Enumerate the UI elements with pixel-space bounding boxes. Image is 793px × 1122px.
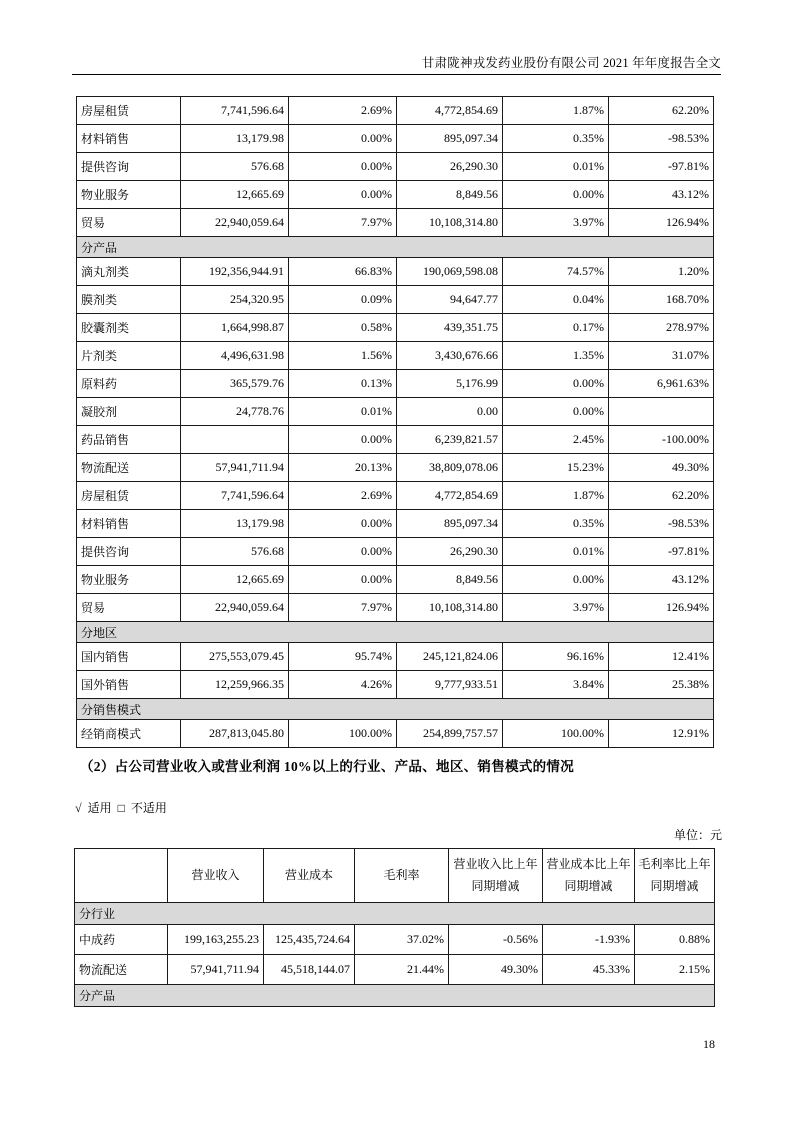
header-cell: 营业收入比上年同期增减 xyxy=(449,849,543,903)
table-row xyxy=(77,153,714,181)
section-label-cell: 分产品 xyxy=(75,985,715,1007)
table-row xyxy=(77,342,714,370)
value-cell: 12.91% xyxy=(609,720,714,748)
value-cell: 0.00% xyxy=(289,153,397,181)
value-cell: 126.94% xyxy=(609,209,714,237)
header-cell xyxy=(75,849,168,903)
value-cell: 7.97% xyxy=(289,209,397,237)
value-cell: 576.68 xyxy=(181,538,289,566)
value-cell: 3.97% xyxy=(503,209,609,237)
row-label-cell: 国外销售 xyxy=(77,671,181,699)
value-cell: 3.97% xyxy=(503,594,609,622)
value-cell: 100.00% xyxy=(503,720,609,748)
value-cell: -97.81% xyxy=(609,153,714,181)
row-label-cell: 房屋租赁 xyxy=(77,482,181,510)
row-label-cell: 片剂类 xyxy=(77,342,181,370)
value-cell: 4,772,854.69 xyxy=(397,97,503,125)
value-cell: 1.87% xyxy=(503,482,609,510)
row-label-cell: 物业服务 xyxy=(77,566,181,594)
value-cell: 43.12% xyxy=(609,566,714,594)
value-cell: 0.00% xyxy=(289,566,397,594)
value-cell: 24,778.76 xyxy=(181,398,289,426)
value-cell: 8,849.56 xyxy=(397,566,503,594)
value-cell xyxy=(609,398,714,426)
table-row xyxy=(77,314,714,342)
table-row xyxy=(77,398,714,426)
value-cell: 94,647.77 xyxy=(397,286,503,314)
section-row xyxy=(77,622,714,643)
value-cell: 45.33% xyxy=(543,955,635,985)
table-row xyxy=(77,426,714,454)
row-label-cell: 材料销售 xyxy=(77,510,181,538)
section-label-cell: 分产品 xyxy=(77,237,714,258)
table-row xyxy=(77,454,714,482)
value-cell: 43.12% xyxy=(609,181,714,209)
revenue-breakdown-table xyxy=(76,96,714,748)
value-cell: 2.45% xyxy=(503,426,609,454)
unit-label: 单位：元 xyxy=(673,828,722,842)
value-cell: 439,351.75 xyxy=(397,314,503,342)
value-cell: 0.00% xyxy=(503,566,609,594)
value-cell: 168.70% xyxy=(609,286,714,314)
value-cell: 5,176.99 xyxy=(397,370,503,398)
row-label-cell: 原料药 xyxy=(77,370,181,398)
value-cell: 0.88% xyxy=(635,925,715,955)
value-cell: 254,899,757.57 xyxy=(397,720,503,748)
section-label-cell: 分地区 xyxy=(77,622,714,643)
value-cell: 3,430,676.66 xyxy=(397,342,503,370)
value-cell: 95.74% xyxy=(289,643,397,671)
value-cell: 9,777,933.51 xyxy=(397,671,503,699)
value-cell: 4,772,854.69 xyxy=(397,482,503,510)
value-cell: 62.20% xyxy=(609,97,714,125)
value-cell: 25.38% xyxy=(609,671,714,699)
section-heading: （2）占公司营业收入或营业利润 10%以上的行业、产品、地区、销售模式的情况 xyxy=(80,759,575,774)
row-label-cell: 提供咨询 xyxy=(77,538,181,566)
value-cell: 895,097.34 xyxy=(397,125,503,153)
applicable-label: 适用 xyxy=(87,801,112,815)
header-cell: 毛利率 xyxy=(355,849,449,903)
value-cell: 0.00% xyxy=(289,510,397,538)
value-cell: 7.97% xyxy=(289,594,397,622)
header-cell: 营业成本 xyxy=(264,849,355,903)
value-cell: 1.35% xyxy=(503,342,609,370)
value-cell: 6,239,821.57 xyxy=(397,426,503,454)
value-cell: 74.57% xyxy=(503,258,609,286)
check-icon: √ xyxy=(75,801,82,815)
table-row xyxy=(77,566,714,594)
value-cell: 365,579.76 xyxy=(181,370,289,398)
value-cell: 7,741,596.64 xyxy=(181,97,289,125)
value-cell: 10,108,314.80 xyxy=(397,209,503,237)
value-cell: 8,849.56 xyxy=(397,181,503,209)
value-cell: 0.58% xyxy=(289,314,397,342)
value-cell: 0.04% xyxy=(503,286,609,314)
value-cell: 6,961.63% xyxy=(609,370,714,398)
applicability-line xyxy=(75,799,173,816)
row-label-cell: 贸易 xyxy=(77,594,181,622)
value-cell: 275,553,079.45 xyxy=(181,643,289,671)
row-label-cell: 材料销售 xyxy=(77,125,181,153)
value-cell: 49.30% xyxy=(449,955,543,985)
section-row xyxy=(77,237,714,258)
value-cell: 100.00% xyxy=(289,720,397,748)
value-cell: 62.20% xyxy=(609,482,714,510)
table-row xyxy=(77,482,714,510)
value-cell: 0.00% xyxy=(503,370,609,398)
table-row xyxy=(77,594,714,622)
value-cell: 245,121,824.06 xyxy=(397,643,503,671)
row-label-cell: 膜剂类 xyxy=(77,286,181,314)
value-cell: 15.23% xyxy=(503,454,609,482)
section-label-cell: 分行业 xyxy=(75,903,715,925)
value-cell: 2.15% xyxy=(635,955,715,985)
value-cell: 126.94% xyxy=(609,594,714,622)
page-number: 18 xyxy=(703,1037,715,1051)
value-cell: 4,496,631.98 xyxy=(181,342,289,370)
row-label-cell: 物流配送 xyxy=(77,454,181,482)
table-row xyxy=(77,209,714,237)
header-cell: 营业收入 xyxy=(168,849,264,903)
value-cell: 13,179.98 xyxy=(181,510,289,538)
row-label-cell: 凝胶剂 xyxy=(77,398,181,426)
value-cell: 0.00% xyxy=(289,181,397,209)
value-cell: 4.26% xyxy=(289,671,397,699)
value-cell: 57,941,711.94 xyxy=(168,955,264,985)
header-cell: 毛利率比上年同期增减 xyxy=(635,849,715,903)
value-cell: 1.56% xyxy=(289,342,397,370)
value-cell: -98.53% xyxy=(609,125,714,153)
table-row xyxy=(77,510,714,538)
row-label-cell: 药品销售 xyxy=(77,426,181,454)
value-cell: 192,356,944.91 xyxy=(181,258,289,286)
section-row xyxy=(75,985,715,1007)
value-cell: 45,518,144.07 xyxy=(264,955,355,985)
row-label-cell: 物业服务 xyxy=(77,181,181,209)
value-cell: -1.93% xyxy=(543,925,635,955)
value-cell: 190,069,598.08 xyxy=(397,258,503,286)
value-cell: 26,290.30 xyxy=(397,153,503,181)
value-cell: 22,940,059.64 xyxy=(181,209,289,237)
value-cell: 0.00% xyxy=(289,426,397,454)
section-label-cell: 分销售模式 xyxy=(77,699,714,720)
value-cell: 0.01% xyxy=(503,153,609,181)
table-row xyxy=(77,671,714,699)
value-cell: -97.81% xyxy=(609,538,714,566)
value-cell: 0.00% xyxy=(503,181,609,209)
value-cell: 199,163,255.23 xyxy=(168,925,264,955)
table-row xyxy=(77,643,714,671)
table-row xyxy=(77,720,714,748)
value-cell: 7,741,596.64 xyxy=(181,482,289,510)
value-cell: 0.17% xyxy=(503,314,609,342)
table-row xyxy=(77,370,714,398)
value-cell: 12,259,966.35 xyxy=(181,671,289,699)
value-cell: 12,665.69 xyxy=(181,566,289,594)
value-cell: 10,108,314.80 xyxy=(397,594,503,622)
value-cell: 22,940,059.64 xyxy=(181,594,289,622)
value-cell: 13,179.98 xyxy=(181,125,289,153)
value-cell: -100.00% xyxy=(609,426,714,454)
value-cell: 0.09% xyxy=(289,286,397,314)
table-header-row xyxy=(75,849,715,903)
value-cell: 0.35% xyxy=(503,125,609,153)
value-cell: -0.56% xyxy=(449,925,543,955)
checkbox-icon: □ xyxy=(117,801,125,815)
header-rule xyxy=(72,74,721,75)
value-cell xyxy=(181,426,289,454)
value-cell: 0.13% xyxy=(289,370,397,398)
value-cell: 2.69% xyxy=(289,482,397,510)
value-cell: 12,665.69 xyxy=(181,181,289,209)
value-cell: 0.01% xyxy=(503,538,609,566)
value-cell: 576.68 xyxy=(181,153,289,181)
value-cell: 895,097.34 xyxy=(397,510,503,538)
table-row xyxy=(77,97,714,125)
industry-margin-table xyxy=(74,848,715,1007)
row-label-cell: 贸易 xyxy=(77,209,181,237)
row-label-cell: 物流配送 xyxy=(75,955,168,985)
table-row xyxy=(77,125,714,153)
value-cell: 3.84% xyxy=(503,671,609,699)
value-cell: 12.41% xyxy=(609,643,714,671)
table-row xyxy=(77,181,714,209)
not-applicable-label: 不适用 xyxy=(130,801,167,815)
value-cell: 26,290.30 xyxy=(397,538,503,566)
row-label-cell: 胶囊剂类 xyxy=(77,314,181,342)
row-label-cell: 房屋租赁 xyxy=(77,97,181,125)
value-cell: 31.07% xyxy=(609,342,714,370)
value-cell: -98.53% xyxy=(609,510,714,538)
section-row xyxy=(77,699,714,720)
page-header-title: 甘肃陇神戎发药业股份有限公司 2021 年年度报告全文 xyxy=(421,56,721,70)
value-cell: 96.16% xyxy=(503,643,609,671)
value-cell: 2.69% xyxy=(289,97,397,125)
value-cell: 20.13% xyxy=(289,454,397,482)
header-cell: 营业成本比上年同期增减 xyxy=(543,849,635,903)
row-label-cell: 提供咨询 xyxy=(77,153,181,181)
value-cell: 57,941,711.94 xyxy=(181,454,289,482)
value-cell: 254,320.95 xyxy=(181,286,289,314)
value-cell: 38,809,078.06 xyxy=(397,454,503,482)
table-row xyxy=(77,286,714,314)
value-cell: 1.87% xyxy=(503,97,609,125)
value-cell: 125,435,724.64 xyxy=(264,925,355,955)
table-row xyxy=(77,258,714,286)
value-cell: 66.83% xyxy=(289,258,397,286)
value-cell: 21.44% xyxy=(355,955,449,985)
value-cell: 1,664,998.87 xyxy=(181,314,289,342)
value-cell: 0.35% xyxy=(503,510,609,538)
row-label-cell: 国内销售 xyxy=(77,643,181,671)
section-row xyxy=(75,903,715,925)
value-cell: 0.00% xyxy=(503,398,609,426)
value-cell: 1.20% xyxy=(609,258,714,286)
row-label-cell: 滴丸剂类 xyxy=(77,258,181,286)
table-row xyxy=(77,538,714,566)
value-cell: 0.00% xyxy=(289,538,397,566)
row-label-cell: 经销商模式 xyxy=(77,720,181,748)
value-cell: 287,813,045.80 xyxy=(181,720,289,748)
table-row xyxy=(75,925,715,955)
table-row xyxy=(75,955,715,985)
value-cell: 278.97% xyxy=(609,314,714,342)
value-cell: 37.02% xyxy=(355,925,449,955)
row-label-cell: 中成药 xyxy=(75,925,168,955)
value-cell: 0.00% xyxy=(289,125,397,153)
value-cell: 49.30% xyxy=(609,454,714,482)
value-cell: 0.00 xyxy=(397,398,503,426)
value-cell: 0.01% xyxy=(289,398,397,426)
